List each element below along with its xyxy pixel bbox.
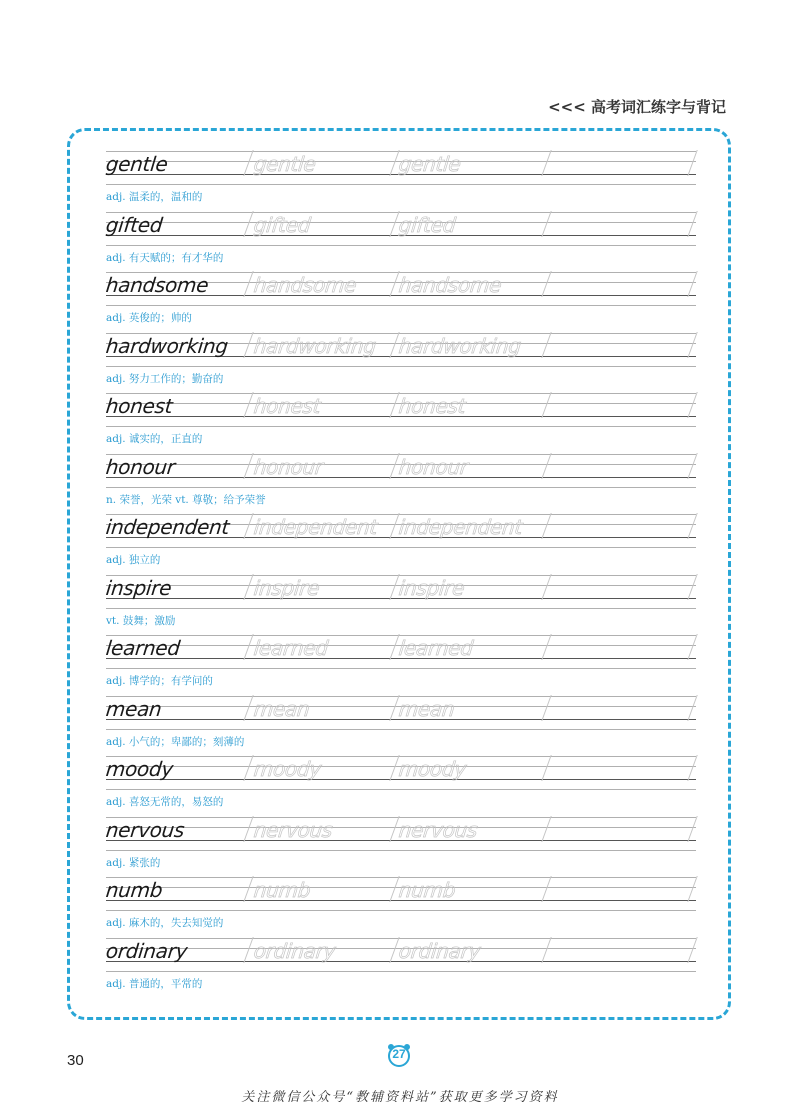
entry-trace: handsome [252,273,358,297]
entry-word: hardworking [104,333,230,358]
entry-meaning: adj. 喜怒无常的，易怒的 [106,796,224,808]
entry-meaning: adj. 努力工作的；勤奋的 [106,372,224,385]
entry-word: numb [104,878,164,902]
entry-meaning: adj. 小气的；卑鄙的；刻薄的 [106,735,245,748]
entry-trace: hardworking [252,333,378,358]
entry-word: inspire [104,575,173,600]
entry-meaning: adj. 博学的；有学问的 [106,675,213,687]
entry-meaning: vt. 鼓舞；激励 [106,614,176,627]
footer-note: 关注微信公众号“教辅资料站”获取更多学习资料 [241,1090,559,1105]
entry-2 [106,269,696,330]
entry-trace: honour [252,454,325,479]
entry-word: honest [104,394,174,418]
entry-11 [106,814,696,875]
entry-word: nervous [104,817,186,842]
entry-trace: moody [252,757,323,781]
header-title: <<< 高考词汇练字与背记 [548,98,726,116]
entry-word: moody [104,757,175,781]
entry-word: mean [104,696,163,721]
entry-trace: hardworking [397,333,523,358]
entry-trace: handsome [397,273,503,297]
entry-word: ordinary [104,938,189,963]
entry-trace: gifted [252,212,312,237]
entry-trace: ordinary [397,938,482,963]
entry-trace: gentle [397,152,462,176]
page-number: 30 [67,1052,84,1069]
entry-trace: independent [252,515,379,539]
entry-word: honour [104,454,177,479]
entry-trace: honest [397,394,467,418]
entry-12 [106,874,696,935]
entry-1 [106,209,696,270]
entry-trace: gentle [252,152,317,176]
entry-meaning: adj. 紧张的 [106,856,161,869]
entry-trace: numb [252,878,312,902]
entry-trace: nervous [252,817,334,842]
entry-word: gifted [104,212,164,237]
entry-9 [106,693,696,754]
entry-trace: learned [397,636,475,660]
entry-word: learned [104,636,182,660]
entry-trace: ordinary [252,938,337,963]
entry-trace: inspire [397,575,466,600]
entry-word: handsome [104,273,210,297]
entry-trace: inspire [252,575,321,600]
entry-meaning: adj. 诚实的，正直的 [106,433,203,445]
practice-sheet [106,148,696,995]
entry-trace: learned [252,636,330,660]
entry-trace: independent [397,515,524,539]
entry-word: gentle [104,152,169,176]
alarm-clock-icon [386,1042,412,1068]
entry-6 [106,511,696,572]
entry-trace: mean [397,696,456,721]
entry-meaning: adj. 麻木的，失去知觉的 [106,917,224,929]
entry-meaning: adj. 独立的 [106,554,161,566]
entry-10 [106,753,696,814]
entry-trace: numb [397,878,457,902]
entry-5 [106,451,696,512]
entry-trace: moody [397,757,468,781]
entry-meaning: adj. 普通的，平常的 [106,977,203,990]
entry-meaning: adj. 温柔的，温和的 [106,191,203,203]
badge-number: 27 [392,1047,406,1061]
entry-7 [106,572,696,633]
entry-word: independent [104,515,231,539]
entry-3 [106,330,696,391]
entry-4 [106,390,696,451]
entry-meaning: n. 荣誉，光荣 vt. 尊敬；给予荣誉 [106,493,266,506]
entry-trace: honest [252,394,322,418]
entry-0 [106,148,696,209]
entry-meaning: adj. 英俊的；帅的 [106,312,192,324]
entry-8 [106,632,696,693]
entry-trace: honour [397,454,470,479]
entry-13 [106,935,696,996]
entry-trace: mean [252,696,311,721]
entry-trace: gifted [397,212,457,237]
entry-meaning: adj. 有天赋的；有才华的 [106,251,224,264]
entry-trace: nervous [397,817,479,842]
